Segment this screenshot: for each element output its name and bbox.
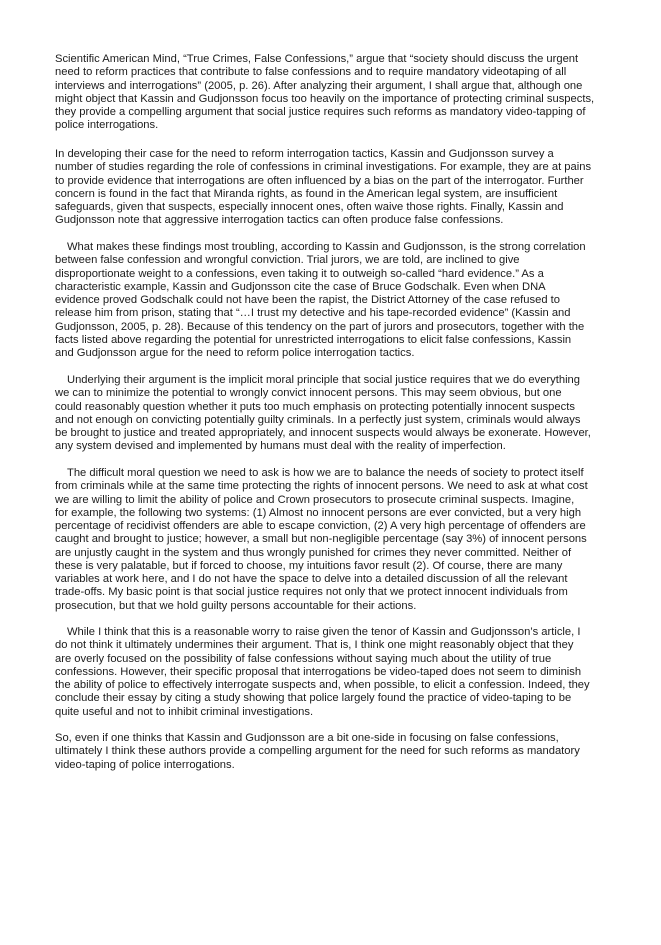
text-line: Underlying their argument is the implicit moral principle that social justice requires that we do everything bbox=[67, 374, 580, 386]
text-line: ultimately I think these authors provide a compelling argument for the need for such reforms as mandatory bbox=[55, 745, 580, 758]
text-line: disproportionate weight to a confessions, even taking it to outweigh so-called “hard evidence.” As a bbox=[55, 267, 544, 280]
text-line: Gudjonsson, 2005, p. 28). Because of this tendency on the part of jurors and prosecutors, together with the bbox=[55, 320, 585, 333]
text-line: The difficult moral question we need to ask is how we are to balance the needs of society to protect itself bbox=[67, 467, 584, 479]
text-line: we can to minimize the potential to wrongly convict innocent persons. This may seem obvious, but one bbox=[55, 387, 562, 400]
text-line: While I think that this is a reasonable worry to raise given the tenor of Kassin and Gudjonsson’s article, I bbox=[67, 626, 581, 638]
text-line: Gudjonsson note that aggressive interrogation tactics can often produce false confessions. bbox=[55, 214, 504, 227]
text-line: number of studies regarding the role of confessions in criminal investigations. For example, they are at pains bbox=[55, 161, 592, 174]
paragraph-difficult-question bbox=[55, 467, 615, 613]
text-line: safeguards, given that suspects, especially innocent ones, often waive those rights. Finally, Kassin and bbox=[55, 201, 564, 213]
text-line: percentage of recidivist offenders are able to escape conviction, (2) A very high percentage of offenders are bbox=[55, 520, 586, 532]
text-line: variables at work here, and I do not have the space to delve into a detailed discussion of all the relevant bbox=[55, 573, 568, 585]
paragraph-troubling-findings bbox=[55, 241, 615, 360]
text-line: might object that Kassin and Gudjonsson focus too heavily on the importance of protecting criminal suspects, bbox=[55, 92, 595, 105]
text-line: for example, the following two systems: (1) Almost no innocent persons are ever convicted, but a very high bbox=[55, 506, 582, 519]
text-line: prosecution, but that we hold guilty persons accountable for their actions. bbox=[55, 599, 417, 612]
text-line: What makes these findings most troubling, according to Kassin and Gudjonsson, is the strong correlation bbox=[67, 241, 586, 253]
paragraph-intro-thesis bbox=[55, 53, 615, 133]
text-line: do not think it ultimately undermines their argument. That is, I think one might reasonably object that they bbox=[55, 639, 574, 652]
text-line: could reasonably question whether it puts too much emphasis on protecting potentially innocent suspects bbox=[55, 400, 575, 413]
text-line: and not enough on convicting potentially guilty criminals. In a perfectly just system, criminals would always bbox=[55, 413, 581, 426]
text-line: the ability of police to effectively interrogate suspects and, when possible, to elicit a confession. Indeed, they bbox=[55, 679, 590, 691]
text-line: concern is found in the fact that Miranda rights, as found in the American legal system, are insufficient bbox=[55, 187, 558, 200]
text-line: evidence proved Godschalk could not have been the rapist, the District Attorney of the case refused to bbox=[55, 294, 560, 306]
text-line: are unjustly caught in the system and thus wrongly punished for crimes they never committed. Neither of bbox=[55, 546, 572, 559]
text-line: conclude their essay by citing a study showing that police largely found the practice of video-taping to be bbox=[55, 692, 572, 705]
text-line: facts listed above regarding the potential for unrestricted interrogations to elicit false confessions, Kassin bbox=[55, 333, 572, 346]
text-line: any system devised and implemented by humans must deal with the reality of imperfection. bbox=[55, 440, 506, 453]
text-line: caught and brought to justice; however, a small but non-negligible percentage (say 3%) of innocent persons bbox=[55, 533, 587, 546]
text-line: trade-offs. My basic point is that social justice requires not only that we protect innocent individuals from bbox=[55, 586, 568, 599]
text-line: video-taping of police interrogations. bbox=[55, 758, 235, 771]
text-line: In developing their case for the need to reform interrogation tactics, Kassin and Gudjonsson survey a bbox=[55, 148, 554, 160]
paragraph-reply-to-objection bbox=[55, 626, 615, 719]
text-line: quite useful and not to inhibit criminal investigations. bbox=[55, 705, 314, 718]
text-line: confessions. However, their specific proposal that interrogations be video-taped does not seem to diminish bbox=[55, 665, 582, 678]
text-line: interviews and interrogations” (2005, p. 26). After analyzing their argument, I shall argue that, although one bbox=[55, 79, 583, 92]
text-line: be brought to justice and treated appropriately, and innocent suspects would always be exonerate. However, bbox=[55, 427, 591, 439]
text-line: they provide a compelling argument that social justice requires such reforms as mandatory video-tapping of bbox=[55, 106, 586, 118]
paragraph-moral-principle bbox=[55, 374, 615, 454]
text-line: to provide evidence that interrogations are often influenced by a bias on the part of the interrogator. Further bbox=[55, 174, 584, 187]
text-line: these is very palatable, but if forced to choose, my intuitions favor result (2). Of course, there are many bbox=[55, 559, 563, 572]
text-line: Scientific American Mind, “True Crimes, False Confessions,” argue that “society should discuss the urgent bbox=[55, 53, 579, 65]
text-line: between false confession and wrongful conviction. Trial jurors, we are told, are inclined to give bbox=[55, 254, 520, 267]
text-line: from criminals while at the same time protecting the rights of innocent persons. We need to ask at what cost bbox=[55, 480, 588, 493]
paragraph-survey-of-studies bbox=[55, 148, 615, 228]
paragraph-conclusion bbox=[55, 732, 615, 772]
text-line: characteristic example, Kassin and Gudjonsson cite the case of Bruce Godschalk. Even when DNA bbox=[55, 280, 546, 293]
text-line: release him from prison, stating that “…I trust my detective and his tape-recorded evidence” (Kassin and bbox=[55, 307, 571, 320]
text-line: So, even if one thinks that Kassin and Gudjonsson are a bit one-side in focusing on false confessions, bbox=[55, 732, 559, 744]
text-line: police interrogations. bbox=[55, 119, 159, 132]
text-line: need to reform practices that contribute to false confessions and to require mandatory videotaping of all bbox=[55, 66, 567, 79]
text-line: we are willing to limit the ability of police and Crown prosecutors to prosecute criminal suspects. Imagine, bbox=[55, 493, 575, 506]
text-line: and Gudjonsson argue for the need to reform police interrogation tactics. bbox=[55, 347, 415, 359]
text-line: are overly focused on the possibility of false confessions without saying much about the utility of true bbox=[55, 652, 552, 665]
